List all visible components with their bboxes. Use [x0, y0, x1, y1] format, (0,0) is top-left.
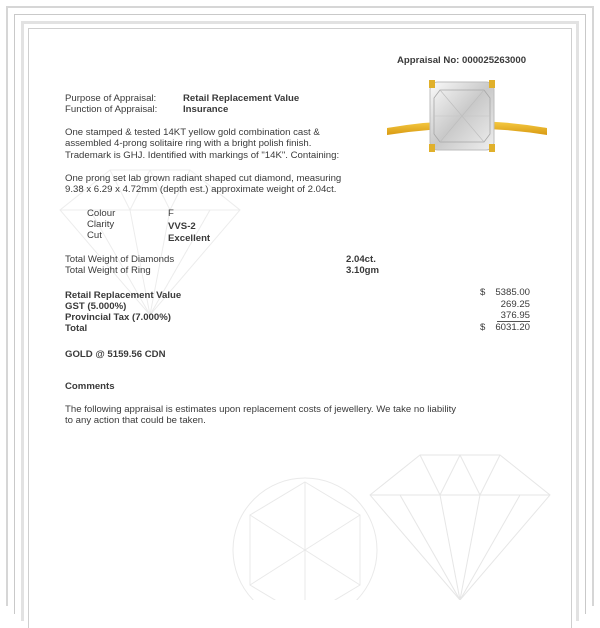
clarity-value: VVS-2: [168, 221, 196, 232]
colour-value: F: [168, 208, 174, 219]
gst-label: GST (5.000%): [65, 301, 127, 312]
purpose-label: Purpose of Appraisal:: [65, 93, 157, 104]
cut-label: Cut: [87, 230, 102, 241]
replacement-value-label: Retail Replacement Value: [65, 290, 182, 301]
diamond-description: [65, 173, 341, 196]
provincial-tax-label: Provincial Tax (7.000%): [65, 312, 171, 323]
diamond-line: 9.38 x 6.29 x 4.72mm (depth est.) approximate weight of 2.04ct.: [65, 184, 337, 196]
total-currency-symbol: $: [480, 322, 486, 333]
description-line: assembled 4-prong solitaire ring with a bright polish finish.: [65, 138, 312, 150]
comments-line: The following appraisal is estimates upon replacement costs of jewellery. We take no liability: [65, 404, 457, 415]
provincial-tax-amount: 376.95: [500, 310, 530, 321]
total-label: Total: [65, 323, 88, 334]
replacement-value-amount: 5385.00: [495, 287, 530, 298]
ring-photo: [382, 78, 552, 158]
ring-description: [65, 127, 339, 161]
ring-weight-label: Total Weight of Ring: [65, 265, 151, 276]
comments-text: [65, 404, 456, 427]
cut-value: Excellent: [168, 233, 211, 244]
comments-line: to any action that could be taken.: [65, 415, 206, 427]
currency-symbol: $: [480, 287, 486, 298]
appraisal-number: Appraisal No: 000025263000: [397, 55, 527, 66]
description-line: Trademark is GHJ. Identified with markings of "14K". Containing:: [65, 149, 340, 161]
function-label: Function of Appraisal:: [65, 104, 158, 115]
description-line: One stamped & tested 14KT yellow gold combination cast &: [65, 127, 320, 138]
comments-heading: Comments: [65, 381, 115, 392]
diamond-line: One prong set lab grown radiant shaped cut diamond, measuring: [65, 173, 342, 184]
diamond-watermark-bottom-right: [360, 440, 560, 600]
function-value: Insurance: [183, 104, 229, 115]
purpose-value: Retail Replacement Value: [183, 93, 300, 104]
total-amount: 6031.20: [495, 322, 530, 333]
gst-amount: 269.25: [500, 299, 530, 310]
diamond-weight-label: Total Weight of Diamonds: [65, 254, 175, 265]
colour-label: Colour: [87, 208, 116, 219]
clarity-label: Clarity: [87, 219, 115, 230]
diamond-weight-value: 2.04ct.: [346, 254, 376, 265]
gold-price: GOLD @ 5159.56 CDN: [65, 349, 166, 360]
ring-weight-value: 3.10gm: [346, 265, 380, 276]
